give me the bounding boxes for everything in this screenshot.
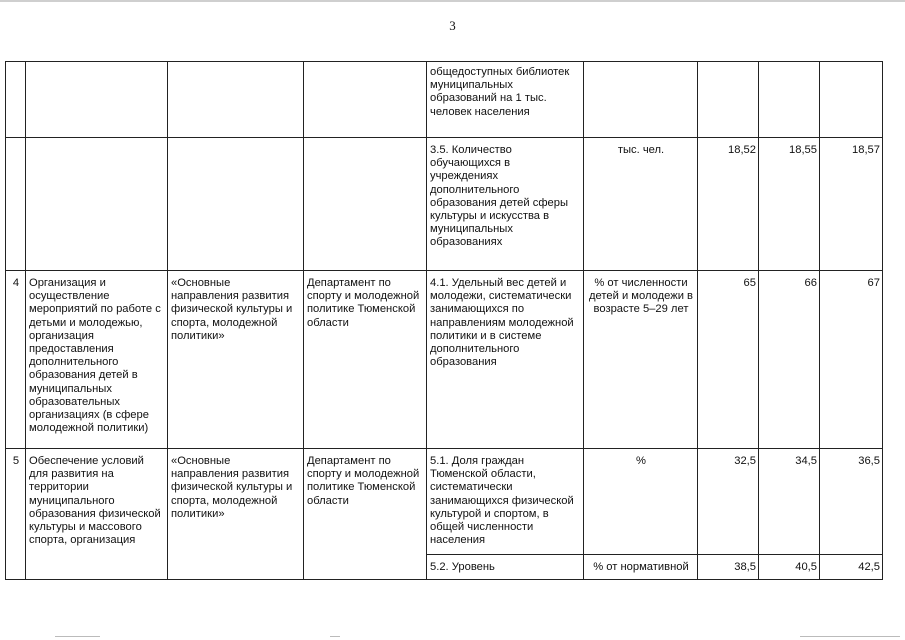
scan-artifact bbox=[800, 636, 900, 637]
executor-cell: Департамент по спорту и молодежной политике Тюменской области bbox=[304, 449, 427, 580]
indicator-cell: 5.1. Доля граждан Тюменской области, систематически занимающихся физической культурой и спортом, в общей численности населения bbox=[427, 449, 584, 555]
value-year3-cell: 36,5 bbox=[820, 449, 883, 555]
executor-cell bbox=[304, 62, 427, 138]
value-year3-cell: 67 bbox=[820, 271, 883, 449]
program-cell bbox=[168, 62, 304, 138]
value-year2-cell: 40,5 bbox=[759, 555, 820, 580]
value-year1-cell bbox=[698, 62, 759, 138]
indicators-table bbox=[5, 61, 883, 580]
indicator-cell: 3.5. Количество обучающихся в учреждениях дополнительного образования детей сферы культуры и искусства в муниципальных образованиях bbox=[427, 138, 584, 271]
row-number-cell bbox=[6, 62, 26, 138]
executor-cell: Департамент по спорту и молодежной политике Тюменской области bbox=[304, 271, 427, 449]
program-cell: «Основные направления развития физической культуры и спорта, молодежной политики» bbox=[168, 271, 304, 449]
scan-top-edge bbox=[0, 0, 905, 2]
unit-cell bbox=[584, 62, 698, 138]
unit-cell: % bbox=[584, 449, 698, 555]
table-row bbox=[6, 271, 883, 449]
event-cell bbox=[26, 138, 168, 271]
executor-cell bbox=[304, 138, 427, 271]
event-cell: Организация и осуществление мероприятий по работе с детьми и молодежью, организация предоставления дополнительного образования детей в муниципальных образовательных организациях (в сфере молодежной политики) bbox=[26, 271, 168, 449]
row-number-cell: 4 bbox=[6, 271, 26, 449]
page-number: 3 bbox=[449, 18, 456, 33]
value-year3-cell: 18,57 bbox=[820, 138, 883, 271]
value-year2-cell bbox=[759, 62, 820, 138]
event-cell: Обеспечение условий для развития на территории муниципального образования физической культуры и массового спорта, организация bbox=[26, 449, 168, 580]
indicator-cell: 4.1. Удельный вес детей и молодежи, систематически занимающихся по направлениям молодежной политики и в системе дополнительного образования bbox=[427, 271, 584, 449]
program-cell bbox=[168, 138, 304, 271]
row-number-cell: 5 bbox=[6, 449, 26, 580]
value-year1-cell: 18,52 bbox=[698, 138, 759, 271]
value-year2-cell: 66 bbox=[759, 271, 820, 449]
value-year1-cell: 38,5 bbox=[698, 555, 759, 580]
value-year3-cell: 42,5 bbox=[820, 555, 883, 580]
indicator-cell: 5.2. Уровень bbox=[427, 555, 584, 580]
value-year3-cell bbox=[820, 62, 883, 138]
value-year1-cell: 65 bbox=[698, 271, 759, 449]
unit-cell: % от нормативной bbox=[584, 555, 698, 580]
row-number-cell bbox=[6, 138, 26, 271]
scan-artifact bbox=[330, 636, 340, 637]
value-year2-cell: 18,55 bbox=[759, 138, 820, 271]
scan-artifact bbox=[55, 636, 100, 637]
table-row bbox=[6, 449, 883, 555]
value-year2-cell: 34,5 bbox=[759, 449, 820, 555]
event-cell bbox=[26, 62, 168, 138]
unit-cell: % от численности детей и молодежи в возрасте 5–29 лет bbox=[584, 271, 698, 449]
program-cell: «Основные направления развития физической культуры и спорта, молодежной политики» bbox=[168, 449, 304, 580]
table-row bbox=[6, 62, 883, 138]
value-year1-cell: 32,5 bbox=[698, 449, 759, 555]
indicator-cell: общедоступных библиотек муниципальных образований на 1 тыс. человек населения bbox=[427, 62, 584, 138]
table-row bbox=[6, 138, 883, 271]
unit-cell: тыс. чел. bbox=[584, 138, 698, 271]
